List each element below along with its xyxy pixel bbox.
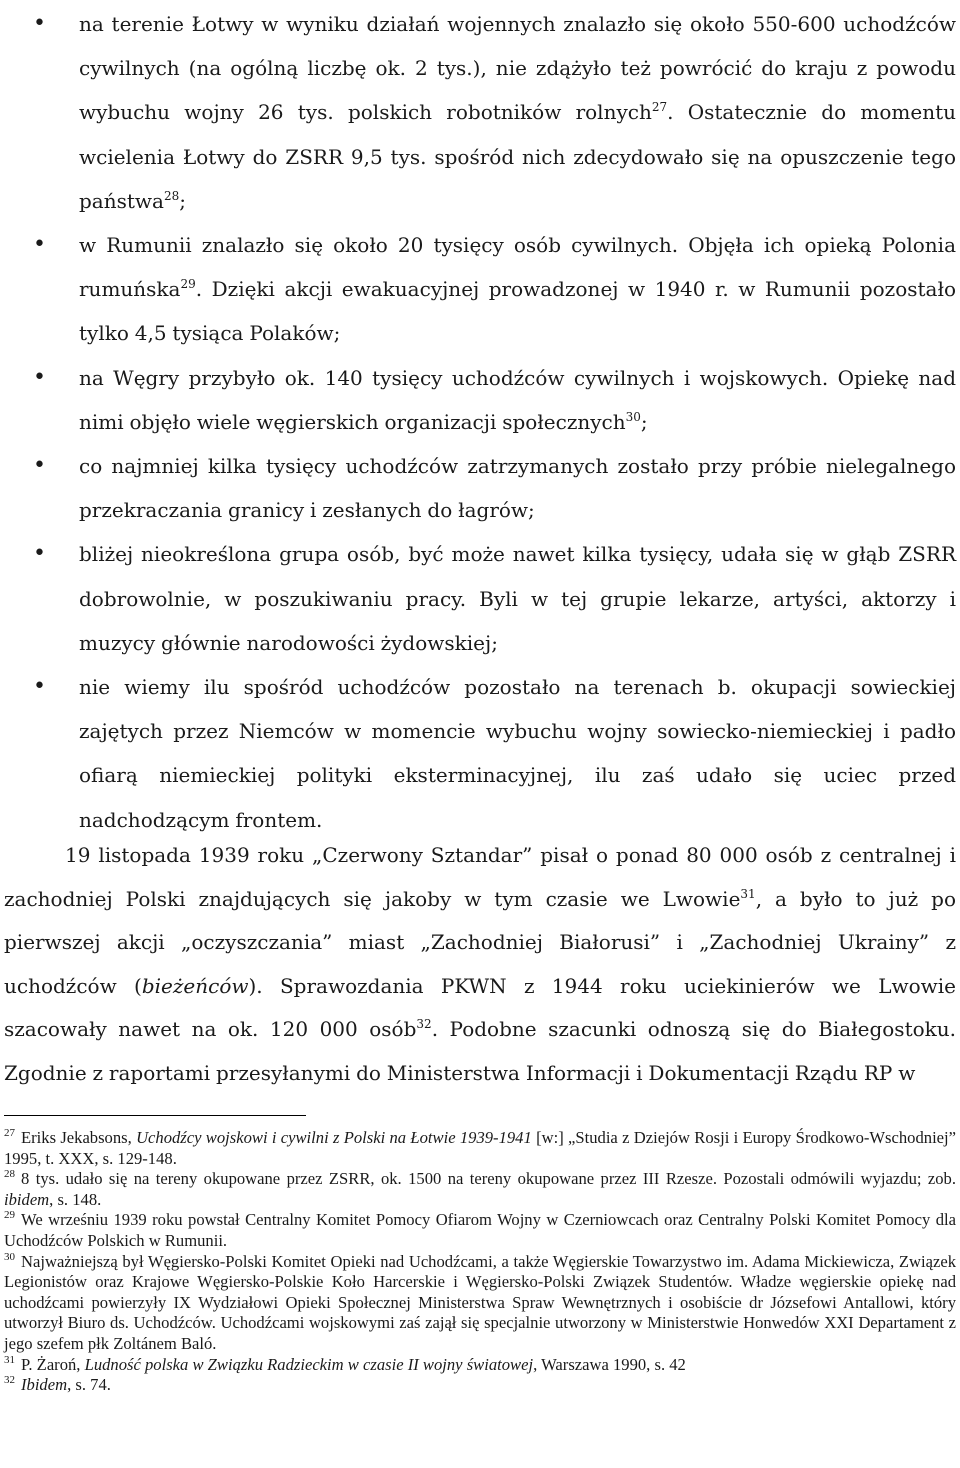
list-item: • bliżej nieokreślona grupa osób, być może nawet kilka tysięcy, udała się w głąb ZSRR dobrowolnie, w poszukiwaniu pracy. Byli w tej grupie lekarze, artyści, aktorzy i muzycy głównie narodowości żydowskiej; bbox=[0, 532, 956, 665]
footnote: $^{30}$ Najważniejszą był Węgiersko-Polski Komitet Opieki nad Uchodźcami, a także Węgierskie Towarzystwo im. Adama Mickiewicza, Związek Legionistów oraz Krajowe Węgiersko-Polskie Koło Harcerskie i Węgiersko-Polski Związek Studentów. Władze węgierskie opiekę nad uchodźcami powierzyły IX Wydziałowi Opieki Społecznej Ministerstwa Spraw Wewnętrznych i osobiście dr Józsefowi Antallowi, który utworzył Biuro ds. Uchodźców. Uchodźcami wojskowymi zaś zajął się specjalnie utworzony w Ministerstwie Honwedów XXI Departament z jego szefem płk Zoltánem Baló. bbox=[4, 1250, 956, 1353]
footnote: $^{29}$ We wrześniu 1939 roku powstał Centralny Komitet Pomocy Ofiarom Wojny w Czerniowcach oraz Centralny Polski Komitet Pomocy dla Uchodźców Polskich w Rumunii. bbox=[4, 1209, 956, 1250]
list-item: • w Rumunii znalazło się około 20 tysięcy osób cywilnych. Objęła ich opieką Polonia rumuńska$^{29}$. Dzięki akcji ewakuacyjnej prowadzonej w 1940 r. w Rumunii pozostało tylko 4,5 tysiąca Polaków; bbox=[0, 223, 956, 356]
footnotes bbox=[4, 1128, 956, 1396]
footnote: $^{32}$ Ibidem, s. 74. bbox=[4, 1374, 111, 1395]
list-item: • na Węgry przybyło ok. 140 tysięcy uchodźców cywilnych i wojskowych. Opiekę nad nimi objęło wiele węgierskich organizacji społecznych$^{30}$; bbox=[0, 356, 956, 444]
bullet-list bbox=[0, 2, 956, 842]
footnote-ref[interactable]: 27 bbox=[651, 100, 668, 115]
footnote: $^{28}$ 8 tys. udało się na tereny okupowane przez ZSRR, ok. 1500 na tereny okupowane przez III Rzesze. Pozostali odmówili wyjazdu; zob. ibidem, s. 148. bbox=[4, 1168, 956, 1209]
list-item: • co najmniej kilka tysięcy uchodźców zatrzymanych zostało przy próbie nielegalnego przekraczania granicy i zesłanych do łagrów; bbox=[0, 444, 956, 532]
footnote-ref[interactable]: 30 bbox=[625, 409, 641, 424]
footnote-ref[interactable]: 29 bbox=[180, 277, 196, 292]
footnote-ref[interactable]: 31 bbox=[740, 886, 756, 901]
footnote-ref[interactable]: 32 bbox=[416, 1017, 432, 1032]
list-item: • nie wiemy ilu spośród uchodźców pozostało na terenach b. okupacji sowieckiej zajętych przez Niemców w momencie wybuchu wojny sowiecko-niemieckiej i padło ofiarą niemieckiej polityki eksterminacyjnej, ilu zaś udało się uciec przed nadchodzącym frontem. bbox=[0, 665, 956, 842]
list-item: • na terenie Łotwy w wyniku działań wojennych znalazło się około 550-600 uchodźców cywilnych (na ogólną liczbę ok. 2 tys.), nie zdążyło też powrócić do kraju z powodu wybuchu wojny 26 tys. polskich robotników rolnych$^{27}$. Ostatecznie do momentu wcielenia Łotwy do ZSRR 9,5 tys. spośród nich zdecydowało się na opuszczenie tego państwa$^{28}$; bbox=[0, 2, 956, 223]
footnote: $^{31}$ P. Żaroń, Ludność polska w Związku Radzieckim w czasie II wojny światowej, Warszawa 1990, s. 42 bbox=[4, 1353, 686, 1374]
footnote: $^{27}$ Eriks Jekabsons, Uchodźcy wojskowi i cywilni z Polski na Łotwie 1939-1941 [w:] „Studia z Dziejów Rosji i Europy Środkowo-Wschodniej” 1995, t. XXX, s. 129-148. bbox=[4, 1127, 957, 1168]
footnote-separator bbox=[4, 1115, 306, 1116]
footnote-ref[interactable]: 28 bbox=[163, 188, 180, 203]
body-paragraph: 19 listopada 1939 roku „Czerwony Sztandar” pisał o ponad 80 000 osób z centralnej i zachodniej Polski znajdujących się jakoby w tym czasie we Lwowie$^{31}$, a było to już po pierwszej akcji „oczyszczania” miast „Zachodniej Białorusi” i „Zachodniej Ukrainy” z uchodźców (bieżeńców). Sprawozdania PKWN z 1944 roku uciekinierów we Lwowie szacowały nawet na ok. 120 000 osób$^{32}$. Podobne szacunki odnoszą się do Białegostoku. Zgodnie z raportami przesyłanymi do Ministerstwa Informacji i Dokumentacji Rządu RP w bbox=[4, 843, 956, 1085]
